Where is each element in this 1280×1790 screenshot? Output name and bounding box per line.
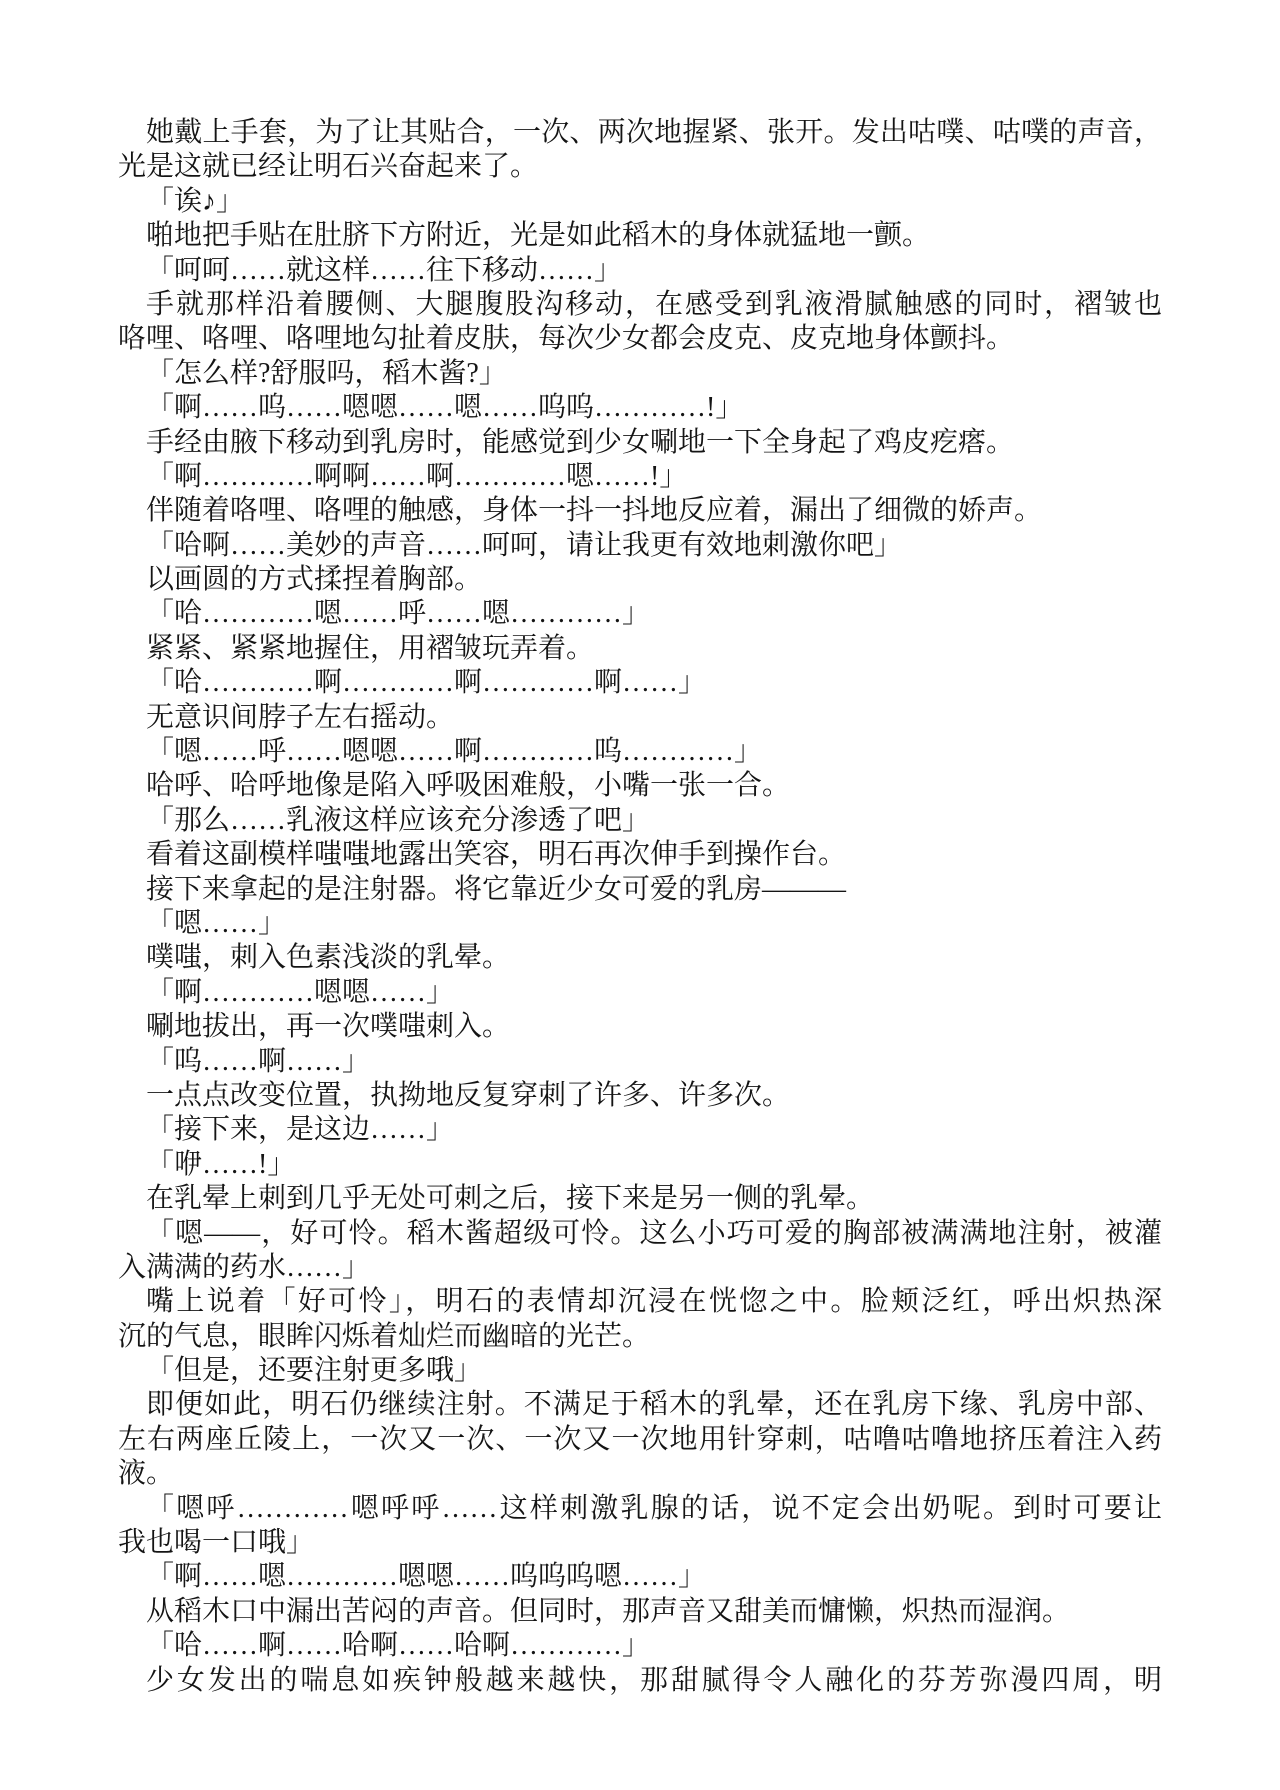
text-line: 左右两座丘陵上，一次又一次、一次又一次地用针穿刺，咕噜咕噜地挤压着注入药 bbox=[118, 1423, 1162, 1455]
text-line: 咯哩、咯哩、咯哩地勾扯着皮肤，每次少女都会皮克、皮克地身体颤抖。 bbox=[118, 323, 1015, 355]
text-line: 「哈…………嗯……呼……嗯…………」 bbox=[146, 598, 651, 630]
text-line: 手经由腋下移动到乳房时，能感觉到少女唰地一下全身起了鸡皮疙瘩。 bbox=[146, 426, 1015, 458]
text-line: 她戴上手套，为了让其贴合，一次、两次地握紧、张开。发出咕噗、咕噗的声音， bbox=[146, 117, 1162, 148]
text-line: 「呵呵……就这样……往下移动……」 bbox=[146, 254, 623, 286]
text-line: 「嗯——，好可怜。稻木酱超级可怜。这么小巧可爱的胸部被满满地注射，被灌 bbox=[146, 1217, 1162, 1249]
text-line: 「那么……乳液这样应该充分渗透了吧」 bbox=[146, 804, 651, 836]
text-line: 噗嗤，刺入色素浅淡的乳晕。 bbox=[146, 942, 511, 974]
text-line: 「哈啊……美妙的声音……呵呵，请让我更有效地刺激你吧」 bbox=[146, 529, 903, 561]
text-line: 「啊…………啊啊……啊…………嗯……!」 bbox=[146, 460, 688, 492]
text-line: 「嗯呼…………嗯呼呼……这样刺激乳腺的话，说不定会出奶呢。到时可要让 bbox=[146, 1492, 1162, 1524]
text-line: 「怎么样?舒服吗，稻木酱?」 bbox=[146, 357, 507, 389]
text-line: 伴随着咯哩、咯哩的触感，身体一抖一抖地反应着，漏出了细微的娇声。 bbox=[146, 495, 1043, 527]
text-line: 「但是，还要注射更多哦」 bbox=[146, 1355, 483, 1387]
text-line: 无意识间脖子左右摇动。 bbox=[146, 701, 455, 733]
text-line: 「嗯……呼……嗯嗯……啊…………呜…………」 bbox=[146, 736, 763, 768]
text-line: 「啊……嗯…………嗯嗯……呜呜呜嗯……」 bbox=[146, 1561, 707, 1593]
text-line: 「咿……!」 bbox=[146, 1148, 296, 1180]
text-line: 哈呼、哈呼地像是陷入呼吸困难般，小嘴一张一合。 bbox=[146, 770, 791, 802]
text-line: 沉的气息，眼眸闪烁着灿烂而幽暗的光芒。 bbox=[118, 1320, 651, 1352]
text-line: 啪地把手贴在肚脐下方附近，光是如此稻木的身体就猛地一颤。 bbox=[146, 220, 931, 252]
text-line: 少女发出的喘息如疾钟般越来越快，那甜腻得令人融化的芬芳弥漫四周，明 bbox=[146, 1664, 1162, 1696]
text-line: 嘴上说着「好可怜」，明石的表情却沉浸在恍惚之中。脸颊泛红，呼出炽热深 bbox=[146, 1286, 1162, 1318]
text-line: 「哈…………啊…………啊…………啊……」 bbox=[146, 667, 707, 699]
text-line: 入满满的药水……」 bbox=[118, 1251, 371, 1283]
text-line: 「接下来，是这边……」 bbox=[146, 1114, 455, 1146]
text-line: 接下来拿起的是注射器。将它靠近少女可爱的乳房——— bbox=[146, 873, 847, 905]
text-line: 以画圆的方式揉捏着胸部。 bbox=[146, 564, 483, 596]
page-text bbox=[118, 116, 1162, 1698]
text-line: 「啊…………嗯嗯……」 bbox=[146, 976, 455, 1008]
text-line: 液。 bbox=[118, 1458, 175, 1490]
text-line: 我也喝一口哦」 bbox=[118, 1527, 315, 1559]
text-line: 从稻木口中漏出苦闷的声音。但同时，那声音又甜美而慵懒，炽热而湿润。 bbox=[146, 1595, 1071, 1627]
text-line: 「啊……呜……嗯嗯……嗯……呜呜…………!」 bbox=[146, 392, 744, 424]
text-line: 即便如此，明石仍继续注射。不满足于稻木的乳晕，还在乳房下缘、乳房中部、 bbox=[146, 1389, 1162, 1421]
text-line: 看着这副模样嗤嗤地露出笑容，明石再次伸手到操作台。 bbox=[146, 839, 847, 871]
text-line: 光是这就已经让明石兴奋起来了。 bbox=[118, 151, 539, 183]
text-line: 「嗯……」 bbox=[146, 907, 287, 939]
text-line: 「诶♪」 bbox=[146, 185, 245, 217]
text-line: 「呜……啊……」 bbox=[146, 1045, 371, 1077]
text-line: 紧紧、紧紧地握住，用褶皱玩弄着。 bbox=[146, 632, 595, 664]
text-line: 一点点改变位置，执拗地反复穿刺了许多、许多次。 bbox=[146, 1079, 791, 1111]
text-line: 手就那样沿着腰侧、大腿腹股沟移动，在感受到乳液滑腻触感的同时，褶皱也 bbox=[146, 288, 1162, 320]
text-line: 在乳晕上刺到几乎无处可刺之后，接下来是另一侧的乳晕。 bbox=[146, 1183, 875, 1215]
text-line: 唰地拔出，再一次噗嗤刺入。 bbox=[146, 1011, 511, 1043]
text-line: 「哈……啊……哈啊……哈啊…………」 bbox=[146, 1630, 651, 1662]
